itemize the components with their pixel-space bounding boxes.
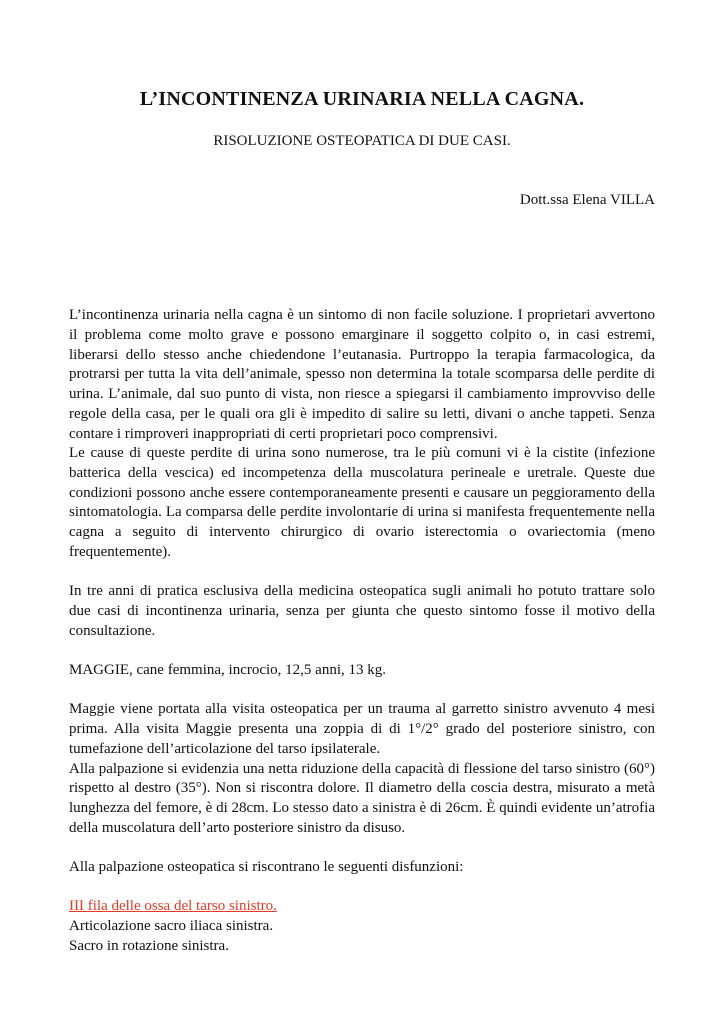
spacer — [69, 878, 655, 898]
spacer — [69, 287, 655, 307]
document-title: L’INCONTINENZA URINARIA NELLA CAGNA. — [139, 88, 585, 110]
paragraph-causes: Le cause di queste perdite di urina sono numerose, tra le più comuni vi è la cistite (infezione batterica della vescica) ed incompetenza della muscolatura perineale e uretrale. Queste due condizioni possono anche essere contemporaneamente presenti e causare un peggioramento della sintomatologia. La comparsa delle perdite involontarie di urina si manifesta frequentemente nella cagna a seguito di intervento chirurgico di ovario isterectomia o ovariectomia (meno frequentemente). — [69, 445, 655, 560]
spacer — [69, 267, 655, 287]
dysfunction-highlighted-text: III fila delle ossa del tarso sinistro. — [69, 898, 277, 915]
spacer — [69, 681, 655, 701]
spacer — [69, 838, 655, 858]
document-body — [69, 267, 655, 957]
dysfunction-item — [69, 897, 655, 917]
author-name: Dott.ssa Elena VILLA — [519, 192, 655, 208]
spacer — [69, 641, 655, 661]
paragraph-practice: In tre anni di pratica esclusiva della medicina osteopatica sugli animali ho potuto trattare solo due casi di incontinenza urinaria, senza per giunta che questo sintomo fosse il motivo della consultazione. — [69, 583, 655, 639]
spacer — [69, 563, 655, 583]
paragraph-dysfunctions-intro: Alla palpazione osteopatica si riscontrano le seguenti disfunzioni: — [69, 859, 464, 875]
document-subtitle: RISOLUZIONE OSTEOPATICA DI DUE CASI. — [213, 133, 511, 149]
paragraph-palpation: Alla palpazione si evidenzia una netta riduzione della capacità di flessione del tarso sinistro (60°) rispetto al destro (35°). Non si riscontra dolore. Il diametro della coscia destra, misurato a metà lunghezza del femore, è di 28cm. Lo stesso dato a sinistra è di 26cm. È quindi evidente un’atrofia della muscolatura dell’arto posteriore sinistro da disuso. — [69, 760, 655, 836]
paragraph-case-history: Maggie viene portata alla visita osteopatica per un trauma al garretto sinistro avvenuto 4 mesi prima. Alla visita Maggie presenta una zoppia di di 1°/2° grado del posteriore sinistro, con tumefazione dell’articolazione del tarso ipsilaterale. — [69, 701, 655, 757]
case-heading: MAGGIE, cane femmina, incrocio, 12,5 anni, 13 kg. — [69, 662, 386, 678]
dysfunction-item: Articolazione sacro iliaca sinistra. — [69, 918, 274, 935]
paragraph-intro: L’incontinenza urinaria nella cagna è un sintomo di non facile soluzione. I proprietari avvertono il problema come molto grave e possono emarginare il soggetto colpito o, in casi estremi, liberarsi dello stesso anche chiedendone l’eutanasia. Purtroppo la terapia farmacologica, da protrarsi per tutta la vita dell’animale, spesso non determina la totale scomparsa delle perdite di urina. L’animale, dal suo punto di vista, non riesce a spiegarsi il cambiamento improvviso delle regole della casa, per le quali ora gli è impedito di salire su letti, divani o anche tappeti. Senza contare i rimproveri inappropriati di certi proprietari poco comprensivi. — [69, 307, 655, 442]
dysfunction-item: Sacro in rotazione sinistra. — [69, 937, 229, 954]
